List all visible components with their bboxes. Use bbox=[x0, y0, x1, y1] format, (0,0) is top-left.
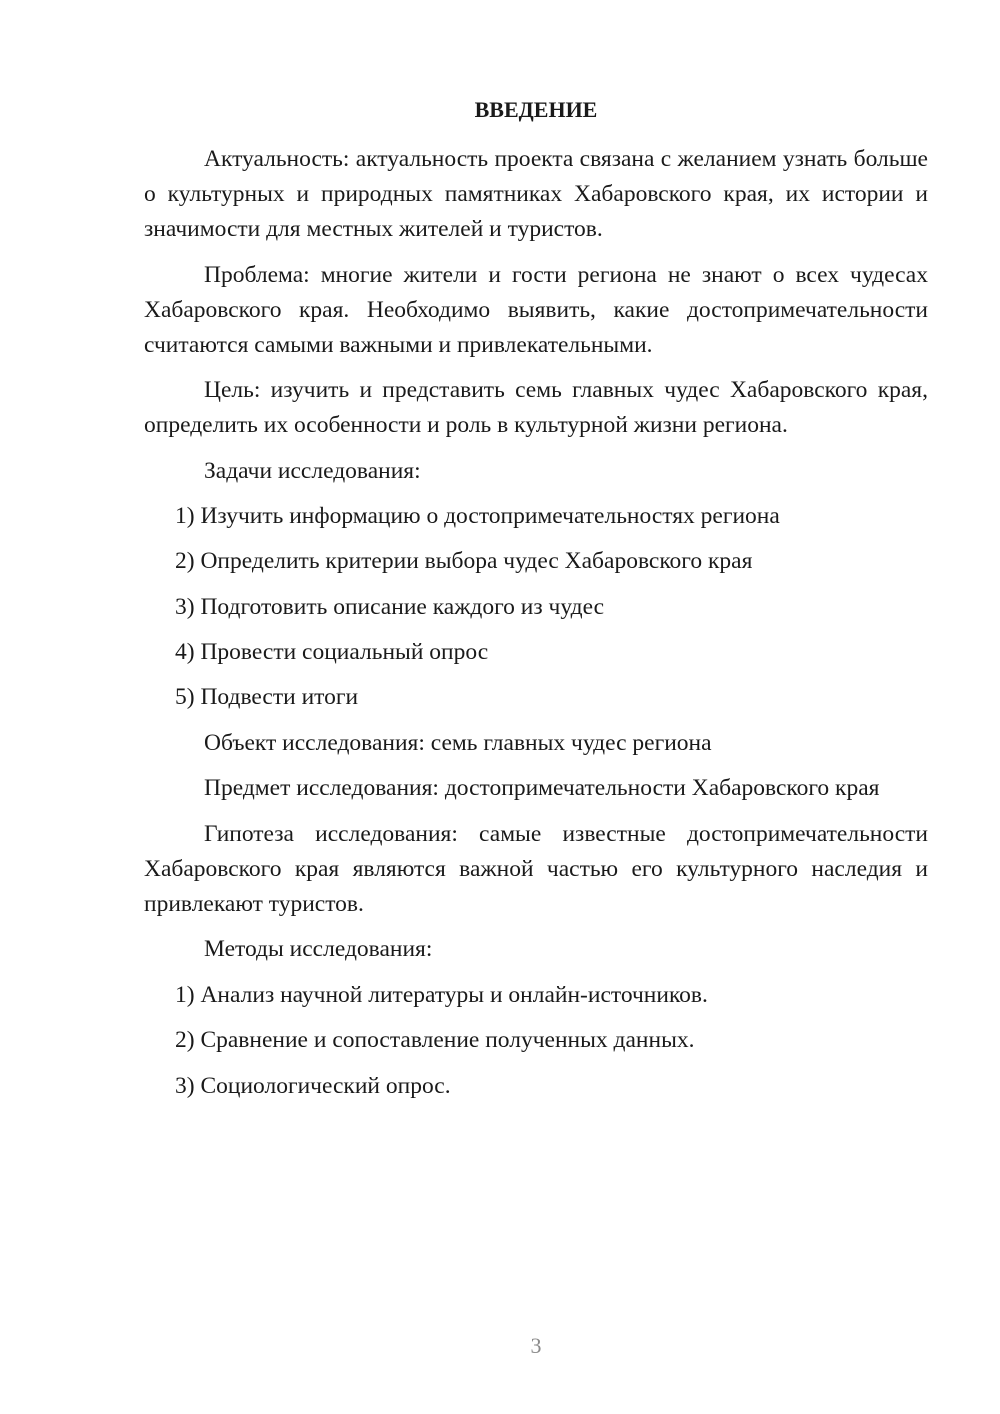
methods-heading: Методы исследования: bbox=[204, 936, 433, 962]
task-item: 3) Подготовить описание каждого из чудес bbox=[175, 594, 605, 620]
document-page bbox=[144, 0, 928, 1414]
relevance-paragraph: Актуальность: актуальность проекта связана с желанием узнать больше о культурных и природных памятниках Хабаровского края, их истории и значимости для местных жителей и туристов. bbox=[144, 146, 928, 242]
task-item: 1) Изучить информацию о достопримечательностях региона bbox=[175, 503, 780, 529]
method-item: 1) Анализ научной литературы и онлайн-источников. bbox=[175, 982, 708, 1008]
subject-line: Предмет исследования: достопримечательности Хабаровского края bbox=[204, 775, 880, 801]
tasks-heading: Задачи исследования: bbox=[204, 458, 421, 484]
task-item: 5) Подвести итоги bbox=[175, 684, 359, 710]
page-number: 3 bbox=[530, 1333, 542, 1358]
object-line: Объект исследования: семь главных чудес региона bbox=[204, 730, 712, 756]
method-item: 2) Сравнение и сопоставление полученных данных. bbox=[175, 1027, 695, 1053]
goal-paragraph: Цель: изучить и представить семь главных чудес Хабаровского края, определить их особенности и роль в культурной жизни региона. bbox=[144, 377, 928, 438]
method-item: 3) Социологический опрос. bbox=[175, 1073, 451, 1099]
hypothesis-paragraph: Гипотеза исследования: самые известные достопримечательности Хабаровского края являются важной частью его культурного наследия и привлекают туристов. bbox=[144, 821, 928, 917]
page-title: ВВЕДЕНИЕ bbox=[474, 97, 598, 122]
task-item: 4) Провести социальный опрос bbox=[175, 639, 489, 665]
task-item: 2) Определить критерии выбора чудес Хабаровского края bbox=[175, 548, 753, 574]
problem-paragraph: Проблема: многие жители и гости региона не знают о всех чудесах Хабаровского края. Необходимо выявить, какие достопримечательности считаются самыми важными и привлекательными. bbox=[144, 262, 928, 358]
